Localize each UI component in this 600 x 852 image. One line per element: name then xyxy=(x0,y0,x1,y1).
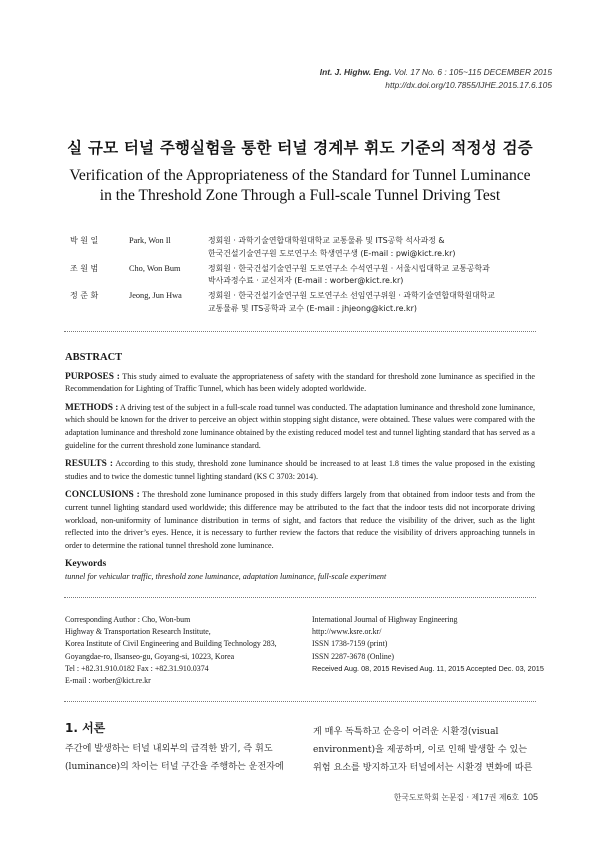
purposes-label: PURPOSES : xyxy=(65,371,120,382)
author-list xyxy=(70,235,550,318)
footer-journal: 한국도로학회 논문집 · 제17권 제6호 xyxy=(393,793,519,802)
author-korean-name: 조 원 범 xyxy=(70,263,99,273)
methods-text: A driving test of the subject in a full-scale road tunnel was conducted. The adaptation luminance and threshold zone luminance, which should be known for the driver to perceive an object within stopping sight distance, were obtained. These values were compared with the adaptation luminance and threshold zone luminance obtained by the existing reduced model test and tunnel lighting standard that has served as a guideline for the current threshold zone luminance standard. xyxy=(65,402,535,450)
conclusions-text: The threshold zone luminance proposed in this study differs largely from that obtained from indoor tests and from the current tunnel lighting standard used worldwide; this difference may be attributed to the fact that the indoor tests did not incorporate driving workload, non-uniformity of luminance distribution in terms of sight, and factors that reduce the visibility of the driver, such as the light reflected into the driver’s eyes. Hence, it is necessary to further review the factors that reduce the visibility of drivers approaching tunnels in order to determine the rational tunnel threshold zone luminance. xyxy=(65,490,536,550)
dotted-divider xyxy=(64,331,536,332)
section-heading: 1. 서론 xyxy=(65,721,106,735)
title-english-line2: in the Threshold Zone Through a Full-scale Tunnel Driving Test xyxy=(99,187,501,204)
author-english-name: Cho, Won Bum xyxy=(129,263,181,273)
author-affiliation xyxy=(208,235,550,260)
journal-name: Int. J. Highw. Eng. xyxy=(319,67,392,77)
affiliation-line: 정회원 · 과학기술연합대학원대학교 교통물류 및 ITS공학 석사과정 & xyxy=(208,236,445,245)
body-line: environment)을 제공하며, 이로 인해 발생할 수 있는 xyxy=(313,745,528,755)
correspondence-line: E-mail : worber@kict.re.kr xyxy=(65,676,151,686)
abstract-heading: ABSTRACT xyxy=(65,352,123,363)
results-label: RESULTS : xyxy=(65,459,114,470)
abstract-conclusions xyxy=(65,489,535,552)
body-line: 주간에 발생하는 터널 내외부의 급격한 밝기, 즉 휘도 xyxy=(65,744,273,754)
affiliation-line: 교통물류 및 ITS공학과 교수 (E-mail : jhjeong@kict.re.kr) xyxy=(208,303,417,313)
abstract-methods xyxy=(65,402,535,452)
body-line: (luminance)의 차이는 터널 구간을 주행하는 운전자에 xyxy=(65,762,284,772)
journal-info-block xyxy=(312,614,552,675)
results-text: According to this study, threshold zone luminance should be increased to at least 1.8 times the value proposed in the existing studies and to twice the domestic tunnel lighting standard (KS C 3703: 2014). xyxy=(65,459,535,481)
correspondence-block xyxy=(65,614,305,687)
dotted-divider xyxy=(64,701,536,702)
author-row xyxy=(70,290,550,315)
journal-info-line: International Journal of Highway Engineering xyxy=(312,615,458,624)
author-english-name: Park, Won Il xyxy=(129,236,171,245)
methods-label: METHODS : xyxy=(65,402,119,413)
title-english-line1: Verification of the Appropriateness of the Standard for Tunnel Luminance xyxy=(69,167,531,184)
correspondence-line: Corresponding Author : Cho, Won-bum xyxy=(65,615,191,624)
author-row xyxy=(70,235,550,260)
keywords-heading: Keywords xyxy=(65,559,107,570)
journal-volume: Vol. 17 No. 6 : 105~115 DECEMBER 2015 xyxy=(393,67,552,77)
abstract-purposes xyxy=(65,371,535,396)
journal-info-line: ISSN 1738-7159 (print) xyxy=(312,639,388,649)
author-affiliation xyxy=(208,290,550,315)
abstract xyxy=(65,352,535,584)
abstract-results xyxy=(65,458,535,483)
title-korean: 실 규모 터널 주행실험을 통한 터널 경계부 휘도 기준의 적정성 검증 xyxy=(67,139,533,157)
journal-url-link[interactable]: http://www.ksre.or.kr/ xyxy=(312,627,382,637)
journal-info-line: ISSN 2287-3678 (Online) xyxy=(312,651,394,661)
title-english xyxy=(0,166,600,206)
author-korean-name: 정 준 화 xyxy=(70,291,99,300)
page-number: 105 xyxy=(522,792,538,802)
page-footer xyxy=(394,792,538,803)
conclusions-label: CONCLUSIONS : xyxy=(65,490,140,501)
correspondence-line: Goyangdae-ro, Ilsanseo-gu, Goyang-si, 10223, Korea xyxy=(65,651,235,661)
author-affiliation xyxy=(208,263,550,288)
body-column-right xyxy=(313,723,543,777)
journal-header xyxy=(320,66,552,92)
affiliation-line: 정회원 · 한국건설기술연구원 도로연구소 선임연구위원 · 과학기술연합대학원대학교 xyxy=(208,291,495,300)
affiliation-line: 정회원 · 한국건설기술연구원 도로연구소 수석연구원 · 서울시립대학교 교통공학과 xyxy=(208,263,490,273)
body-line: 게 매우 독특하고 순응이 어려운 시환경(visual xyxy=(313,727,499,737)
correspondence-line: Highway & Transportation Research Institute, xyxy=(65,627,211,637)
affiliation-line: 박사과정수료 · 교신저자 (E-mail : worber@kict.re.kr) xyxy=(208,276,404,285)
author-korean-name: 박 원 일 xyxy=(70,236,99,245)
dotted-divider xyxy=(64,597,536,598)
keywords-text: tunnel for vehicular traffic, threshold zone luminance, adaptation luminance, full-scale experiment xyxy=(65,571,387,581)
affiliation-line: 한국건설기술연구원 도로연구소 학생연구생 (E-mail : pwi@kict.re.kr) xyxy=(208,248,456,258)
author-english-name: Jeong, Jun Hwa xyxy=(129,291,182,300)
author-row xyxy=(70,263,550,288)
body-column-left xyxy=(65,740,297,776)
purposes-text: This study aimed to evaluate the appropriateness of safety with the standard for threshold zone luminance as specified in the Recommendation for Lighting of Traffic Tunnel, which has been widely adopted worldwide. xyxy=(65,371,535,394)
submission-dates: Received Aug. 08, 2015 Revised Aug. 11, 2015 Accepted Dec. 03, 2015 xyxy=(312,663,544,673)
correspondence-line: Tel : +82.31.910.0182 Fax : +82.31.910.0374 xyxy=(65,663,209,673)
body-line: 위험 요소를 방지하고자 터널에서는 시환경 변화에 따른 xyxy=(313,763,533,773)
correspondence-line: Korea Institute of Civil Engineering and Building Technology 283, xyxy=(65,639,277,649)
doi-link[interactable]: http://dx.doi.org/10.7855/IJHE.2015.17.6.105 xyxy=(385,80,552,90)
